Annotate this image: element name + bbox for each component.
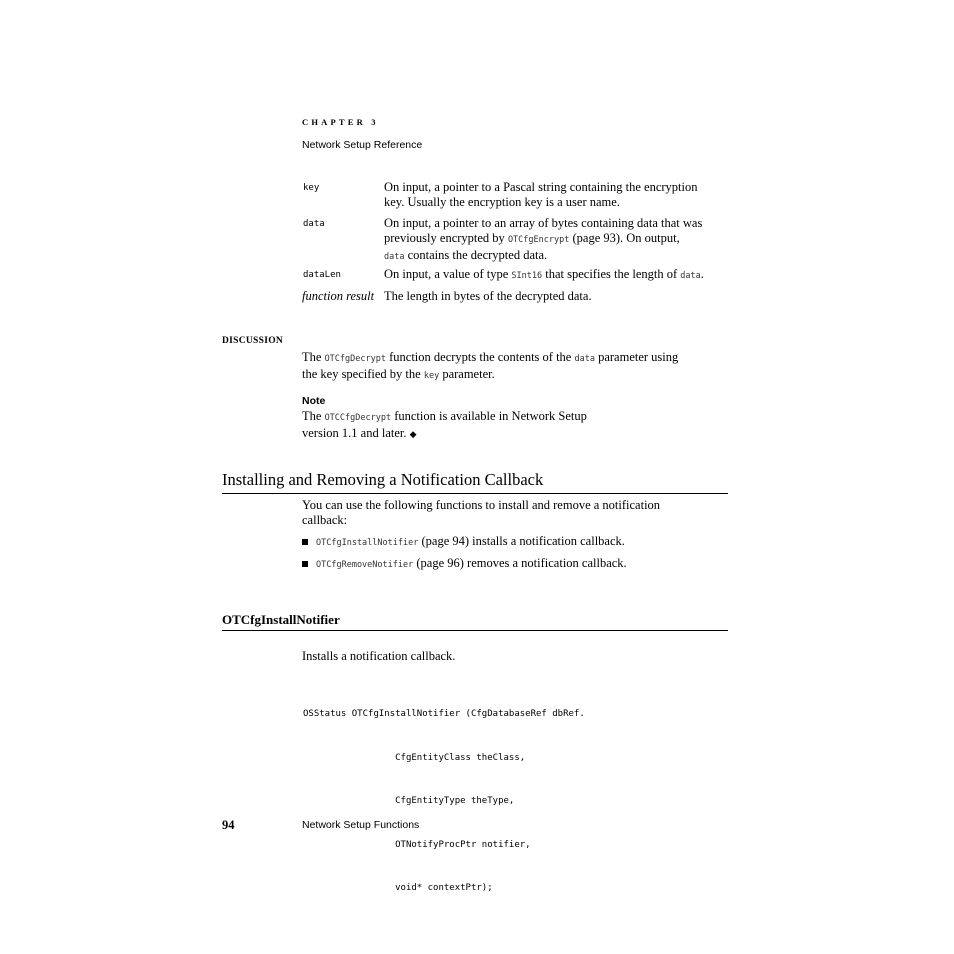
note-label: Note <box>302 395 326 407</box>
code-otcfgencrypt: OTCfgEncrypt <box>507 235 570 245</box>
code-sint16: SInt16 <box>511 271 543 281</box>
function-summary: Installs a notification callback. <box>302 649 456 663</box>
footer-title: Network Setup Functions <box>302 819 420 831</box>
param-name-data: data <box>303 219 325 229</box>
section-rule <box>222 493 728 494</box>
running-header: Network Setup Reference <box>302 139 423 151</box>
code-data: data <box>384 252 405 262</box>
code-key: key <box>423 371 440 381</box>
page-number: 94 <box>222 818 235 832</box>
param-name-key: key <box>303 183 320 193</box>
code-otcfgdecrypt: OTCfgDecrypt <box>324 354 386 364</box>
param-desc-function-result: The length in bytes of the decrypted data. <box>384 289 592 303</box>
section-intro: You can use the following functions to install and remove a notification callback: <box>302 498 661 527</box>
diamond-icon: ◆ <box>409 429 417 439</box>
list-item: OTCfgInstallNotifier (page 94) installs a notification callback. <box>316 534 625 548</box>
code-data: data <box>574 354 595 364</box>
chapter-label: CHAPTER 3 <box>302 117 379 127</box>
param-desc-data: On input, a pointer to an array of bytes containing data that was previously encrypted by OTCfgEncrypt (page 93). On output, data contains the decrypted data. <box>384 216 703 262</box>
function-title: OTCfgInstallNotifier <box>222 612 340 627</box>
function-declaration: OSStatus OTCfgInstallNotifier (CfgDatabaseRef dbRef. CfgEntityClass theClass, CfgEntityType theType, OTNotifyProcPtr notifier, void* contextPtr); <box>303 709 585 893</box>
function-rule <box>222 630 728 631</box>
code-data: data <box>680 271 701 281</box>
discussion-text: The OTCfgDecrypt function decrypts the contents of the data parameter using the key specified by the key parameter. <box>302 350 679 381</box>
param-name-datalen: dataLen <box>303 270 341 280</box>
param-desc-key: On input, a pointer to a Pascal string containing the encryption key. Usually the encryption key is a user name. <box>384 180 698 209</box>
note-text: The OTCCfgDecrypt function is available in Network Setup version 1.1 and later. ◆ <box>302 409 587 440</box>
bullet-icon <box>302 561 308 567</box>
param-desc-datalen: On input, a value of type SInt16 that specifies the length of data. <box>384 267 704 281</box>
link-otcfginstallnotifier[interactable]: OTCfgInstallNotifier <box>316 538 419 548</box>
discussion-label: DISCUSSION <box>222 336 284 346</box>
bullet-icon <box>302 539 308 545</box>
code-otccfgdecrypt: OTCCfgDecrypt <box>324 413 392 423</box>
link-otcfgremovenotifier[interactable]: OTCfgRemoveNotifier <box>316 560 414 570</box>
param-name-function-result: function result <box>302 289 375 303</box>
section-title: Installing and Removing a Notification Callback <box>222 470 544 489</box>
list-item: OTCfgRemoveNotifier (page 96) removes a notification callback. <box>316 556 627 570</box>
